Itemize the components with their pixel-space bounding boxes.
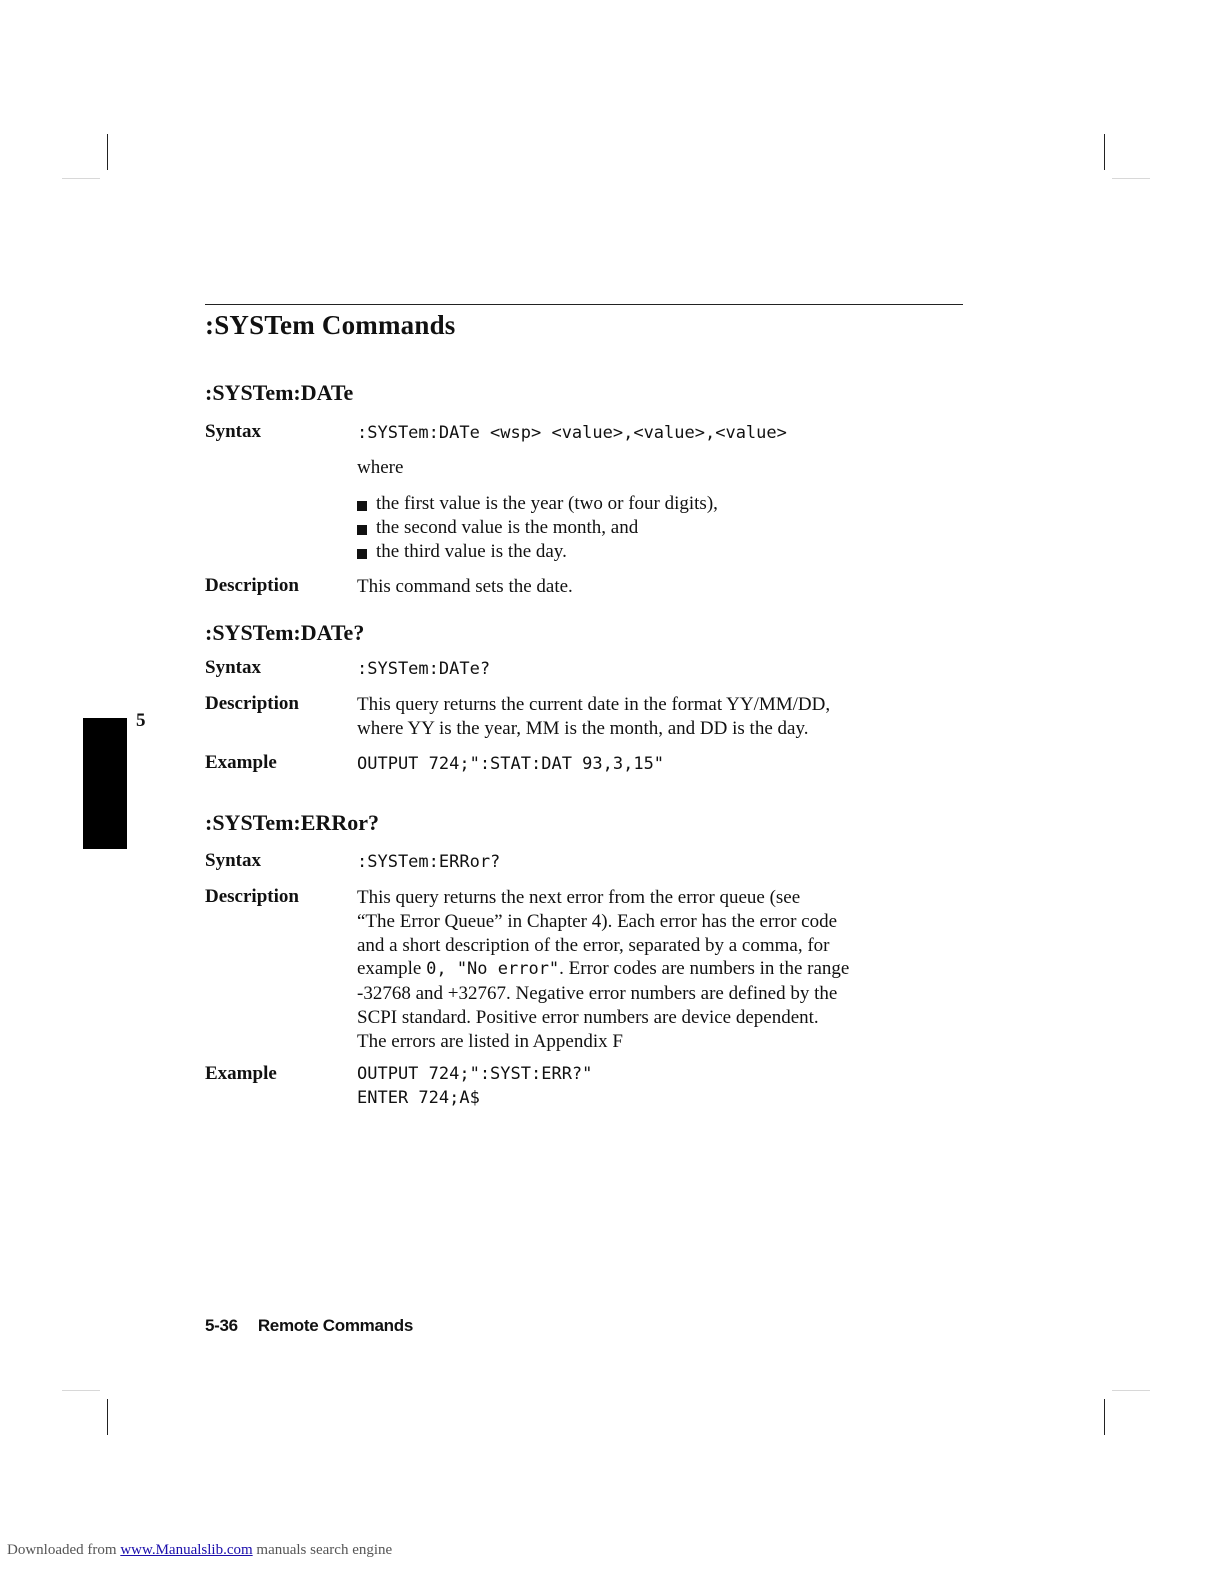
list-item: the second value is the month, and	[357, 516, 718, 540]
crop-mark-bottom-right	[1104, 1399, 1105, 1435]
description-text: This query returns the current date in the format YY/MM/DD, where YY is the year, MM is the month, and DD is the day.	[357, 694, 831, 739]
description-text: This query returns the next error from the error queue (see “The Error Queue” in Chapter 4). Each error has the error code and a short description of the error, separated by a comma, for example 0, "No error". Error codes are numbers in the range -32768 and +32767. Negative error numbers are defined by the SCPI standard. Positive error numbers are device dependent. The errors are listed in Appendix F	[357, 887, 850, 1052]
crop-line-bottom-right	[1112, 1390, 1150, 1391]
inline-code: 0, "No error"	[426, 959, 560, 980]
title-rule	[205, 304, 963, 305]
crop-line-bottom-left	[62, 1390, 100, 1391]
description-label: Description	[205, 575, 299, 596]
example-label: Example	[205, 1063, 277, 1084]
syntax-label: Syntax	[205, 657, 261, 678]
example-label: Example	[205, 752, 277, 773]
example-code: OUTPUT 724;":STAT:DAT 93,3,15"	[357, 754, 665, 774]
syntax-text: :SYSTem:ERRor?	[357, 852, 501, 872]
syntax-label: Syntax	[205, 421, 261, 442]
description-text: This command sets the date.	[357, 576, 573, 597]
crop-mark-top-right	[1104, 134, 1105, 170]
download-note: Downloaded from www.Manualslib.com manuals search engine	[7, 1542, 393, 1558]
page-title: :SYSTem Commands	[205, 310, 456, 340]
syntax-text: :SYSTem:DATe?	[357, 659, 491, 679]
crop-mark-top-left	[107, 134, 108, 170]
example-code: OUTPUT 724;":SYST:ERR?" ENTER 724;A$	[357, 1064, 593, 1108]
chapter-tab	[83, 718, 127, 849]
description-label: Description	[205, 693, 299, 714]
crop-line-top-right	[1112, 178, 1150, 179]
chapter-tab-number: 5	[136, 710, 146, 731]
section-heading-date-query: :SYSTem:DATe?	[205, 620, 365, 645]
page-number: 5-36	[205, 1316, 238, 1335]
section-heading-error-query: :SYSTem:ERRor?	[205, 810, 379, 835]
description-label: Description	[205, 886, 299, 907]
where-text: where	[357, 457, 404, 478]
crop-line-top-left	[62, 178, 100, 179]
syntax-label: Syntax	[205, 850, 261, 871]
section-heading-date: :SYSTem:DATe	[205, 380, 354, 405]
crop-mark-bottom-left	[107, 1399, 108, 1435]
value-list	[357, 492, 718, 563]
syntax-text: :SYSTem:DATe <wsp> <value>,<value>,<value>	[357, 423, 787, 443]
list-item: the first value is the year (two or four digits),	[357, 492, 718, 516]
list-item: the third value is the day.	[357, 540, 718, 564]
manualslib-link[interactable]: www.Manualslib.com	[120, 1542, 253, 1558]
footer-section: Remote Commands	[257, 1316, 413, 1335]
page-footer	[205, 1316, 413, 1336]
